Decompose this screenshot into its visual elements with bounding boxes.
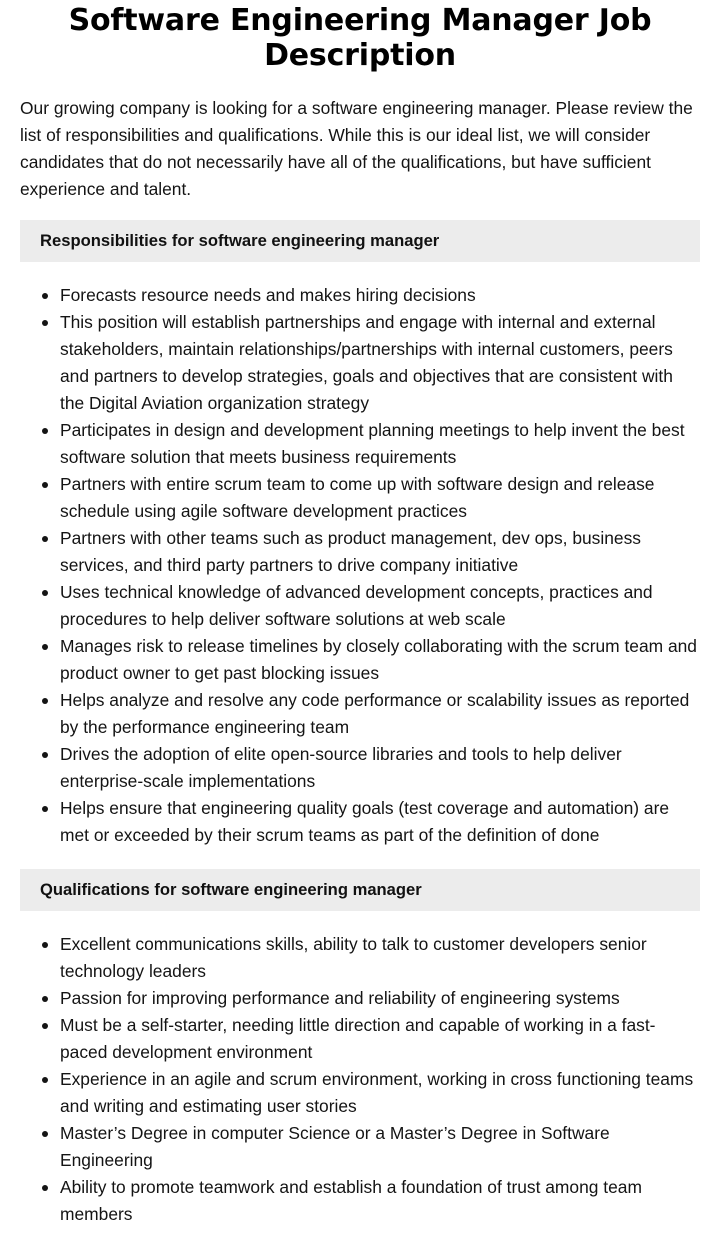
list-item: Excellent communications skills, ability to talk to customer developers senior technology leaders — [60, 931, 700, 985]
list-item: Uses technical knowledge of advanced development concepts, practices and procedures to help deliver software solutions at web scale — [60, 579, 700, 633]
list-item: Master’s Degree in computer Science or a Master’s Degree in Software Engineering — [60, 1120, 700, 1174]
list-item: Drives the adoption of elite open-source libraries and tools to help deliver enterprise-scale implementations — [60, 741, 700, 795]
list-item: Ability to promote teamwork and establish a foundation of trust among team members — [60, 1174, 700, 1228]
intro-paragraph: Our growing company is looking for a software engineering manager. Please review the list of responsibilities and qualifications. While this is our ideal list, we will consider candidates that do not necessarily have all of the qualifications, but have sufficient experience and talent. — [20, 98, 693, 199]
list-item: Partners with other teams such as product management, dev ops, business services, and third party partners to drive company initiative — [60, 525, 700, 579]
list-item: Participates in design and development planning meetings to help invent the best software solution that meets business requirements — [60, 417, 700, 471]
page-title: Software Engineering Manager Job Description — [68, 3, 652, 73]
list-item: Passion for improving performance and reliability of engineering systems — [60, 985, 700, 1012]
list-item: Experience in an agile and scrum environment, working in cross functioning teams and writing and estimating user stories — [60, 1066, 700, 1120]
list-item: Helps analyze and resolve any code performance or scalability issues as reported by the performance engineering team — [60, 687, 700, 741]
list-item: Forecasts resource needs and makes hiring decisions — [60, 282, 700, 309]
responsibilities-list — [20, 282, 700, 849]
qualifications-list — [20, 931, 700, 1228]
qualifications-heading: Qualifications for software engineering manager — [20, 869, 700, 911]
list-item: Helps ensure that engineering quality goals (test coverage and automation) are met or exceeded by their scrum teams as part of the definition of done — [60, 795, 700, 849]
list-item: This position will establish partnerships and engage with internal and external stakeholders, maintain relationships/partnerships with internal customers, peers and partners to develop strategies, goals and objectives that are consistent with the Digital Aviation organization strategy — [60, 309, 700, 417]
list-item: Must be a self-starter, needing little direction and capable of working in a fast-paced development environment — [60, 1012, 700, 1066]
responsibilities-heading: Responsibilities for software engineering manager — [20, 220, 700, 262]
list-item: Manages risk to release timelines by closely collaborating with the scrum team and product owner to get past blocking issues — [60, 633, 700, 687]
list-item: Partners with entire scrum team to come up with software design and release schedule using agile software development practices — [60, 471, 700, 525]
